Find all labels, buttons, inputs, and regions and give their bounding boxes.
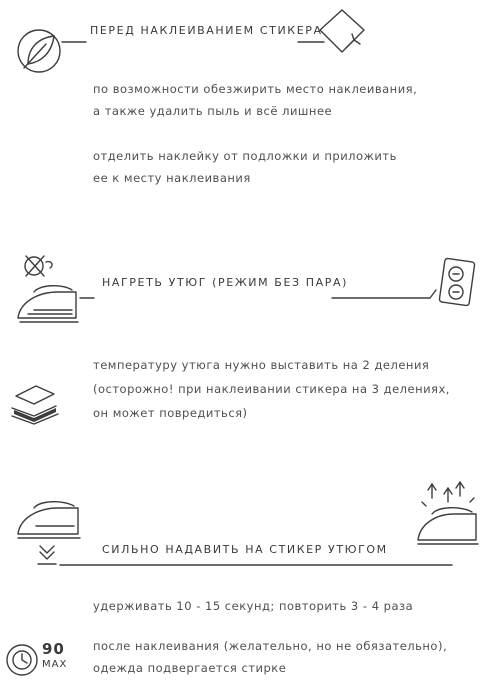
section2-paragraph-line-3: он может повредиться) [93,406,248,420]
iron-dial-panel-icon [436,258,476,306]
sticker-peel-icon [316,8,368,56]
iron-icon [14,282,82,326]
fabric-layers-icon [8,380,64,430]
leaf-circle-icon [16,28,62,74]
section3-paragraph-2-line-1: после наклеивания (желательно, но не обязательно), [93,639,448,653]
section3-heading: СИЛЬНО НАДАВИТЬ НА СТИКЕР УТЮГОМ [102,543,388,556]
section2-paragraph [93,353,450,425]
section1-paragraph-2-line-2: ее к месту наклеивания [93,171,251,185]
iron-steam-up-icon [414,484,484,550]
section1-paragraph-1 [93,78,417,122]
section3-paragraph-2-line-2: одежда подвергается стирке [93,661,287,675]
section2-paragraph-line-1: температуру утюга нужно выставить на 2 деления [93,358,430,372]
section2-paragraph-line-2: (осторожно! при наклеивании стикера на 3 делениях, [93,382,450,396]
wash-temperature-icon [4,640,40,680]
section1-heading: ПЕРЕД НАКЛЕИВАНИЕМ СТИКЕРА [90,24,323,37]
section1-paragraph-1-line-1: по возможности обезжирить место наклеивания, [93,82,418,96]
iron-press-icon [14,498,84,544]
temperature-number: 90 [42,640,65,658]
section2-heading: НАГРЕТЬ УТЮГ (РЕЖИМ БЕЗ ПАРА) [102,276,348,289]
section3-paragraph-2 [93,635,447,679]
section1-paragraph-1-line-2: а также удалить пыль и всё лишнее [93,104,333,118]
section1-paragraph-2 [93,145,397,189]
press-down-arrows-icon [38,544,56,566]
section3-rule [60,558,456,572]
temperature-max-label: MAX [42,659,68,670]
no-steam-icon [22,252,56,282]
section3-paragraph-1: удерживать 10 - 15 секунд; повторить 3 - 4 раза [93,599,414,613]
section1-paragraph-2-line-1: отделить наклейку от подложки и приложить [93,149,397,163]
